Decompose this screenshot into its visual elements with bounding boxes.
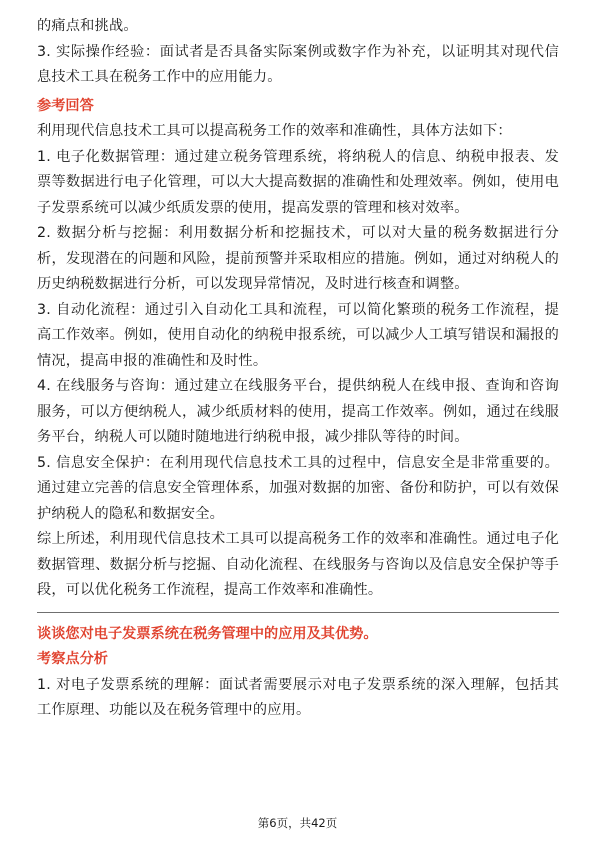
reference-answer-section	[37, 94, 559, 604]
reference-answer-intro: 利用现代信息技术工具可以提高税务工作的效率和准确性，具体方法如下：	[37, 123, 512, 139]
question-title: 谈谈您对电子发票系统在税务管理中的应用及其优势。	[37, 625, 378, 642]
answer-point-4: 4. 在线服务与咨询：通过建立在线服务平台，提供纳税人在线申报、查询和咨询服务，可以方便纳税人，减少纸质材料的使用，提高工作效率。例如，通过在线服务平台，纳税人可以随时随地进行纳税申报，减少排队等待的时间。	[37, 378, 559, 445]
next-question-section	[37, 622, 559, 724]
answer-point-5: 5. 信息安全保护：在利用现代信息技术工具的过程中，信息安全是非常重要的。通过建立完善的信息安全管理体系，加强对数据的加密、备份和防护，可以有效保护纳税人的隐私和数据安全。	[37, 454, 559, 522]
reference-answer-heading: 参考回答	[37, 97, 94, 114]
answer-point-1: 1. 电子化数据管理：通过建立税务管理系统，将纳税人的信息、纳税申报表、发票等数据进行电子化管理，可以大大提高数据的准确性和处理效率。例如，使用电子发票系统可以减少纸质发票的使用，提高发票的管理和核对效率。	[37, 148, 559, 216]
analysis-point-1: 1. 对电子发票系统的理解：面试者需要展示对电子发票系统的深入理解，包括其工作原理、功能以及在税务管理中的应用。	[37, 676, 559, 718]
answer-summary: 综上所述，利用现代信息技术工具可以提高税务工作的效率和准确性。通过电子化数据管理、数据分析与挖掘、自动化流程、在线服务与咨询以及信息安全保护等手段，可以优化税务工作流程，提高工作效率和准确性。	[37, 531, 559, 598]
answer-point-3: 3. 自动化流程：通过引入自动化工具和流程，可以简化繁琐的税务工作流程，提高工作效率。例如，使用自动化的纳税申报系统，可以减少人工填写错误和漏报的情况，提高申报的准确性和及时性。	[37, 301, 559, 369]
paragraph-continuation: 的痛点和挑战。	[37, 18, 138, 34]
page-number-footer: 第6页，共42页	[257, 816, 338, 830]
answer-point-2: 2. 数据分析与挖掘：利用数据分析和挖掘技术，可以对大量的税务数据进行分析，发现潜在的问题和风险，提前预警并采取相应的措施。例如，通过对纳税人的历史纳税数据进行分析，可以发现异常情况，及时进行核查和调整。	[37, 225, 559, 292]
paragraph-practical-experience: 3. 实际操作经验：面试者是否具备实际案例或数字作为补充，以证明其对现代信息技术工具在税务工作中的应用能力。	[37, 43, 559, 85]
section-divider	[37, 612, 559, 613]
analysis-heading: 考察点分析	[37, 651, 108, 667]
page-content	[37, 14, 559, 724]
